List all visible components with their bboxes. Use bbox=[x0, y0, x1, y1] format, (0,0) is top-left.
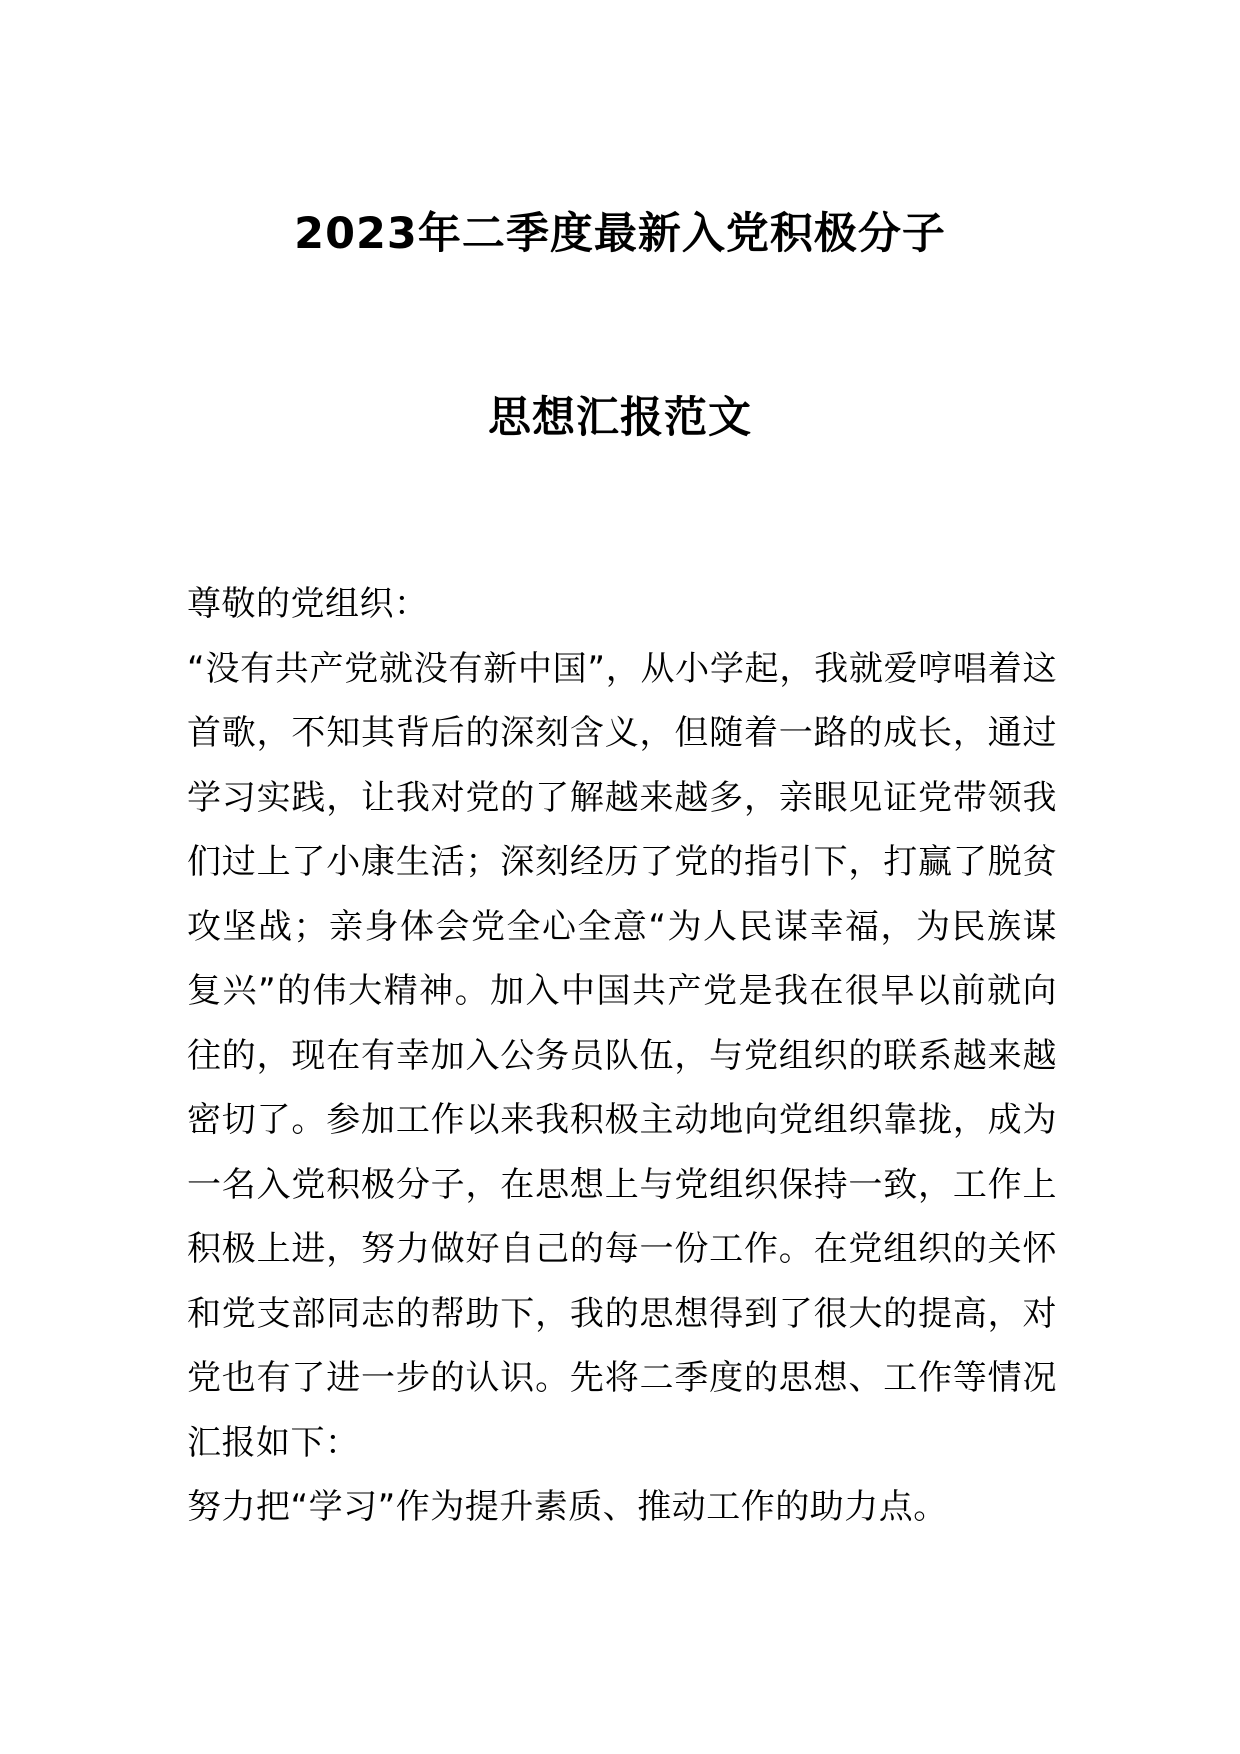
body-paragraph-1: “没有共产党就没有新中国”，从小学起，我就爱哼唱着这首歌，不知其背后的深刻含义，但随着一路的成长，通过学习实践，让我对党的了解越来越多，亲眼见证党带领我们过上了小康生活；深刻经历了党的指引下，打赢了脱贫攻坚战；亲身体会党全心全意“为人民谋幸福，为民族谋复兴”的伟大精神。加入中国共产党是我在很早以前就向往的，现在有幸加入公务员队伍，与党组织的联系越来越密切了。参加工作以来我积极主动地向党组织靠拢，成为一名入党积极分子，在思想上与党组织保持一致，工作上积极上进，努力做好自己的每一份工作。在党组织的关怀和党支部同志的帮助下，我的思想得到了很大的提高，对党也有了进一步的认识。先将二季度的思想、工作等情况汇报如下： bbox=[187, 648, 1057, 1463]
salutation: 尊敬的党组织： bbox=[187, 584, 429, 624]
document-title-line-2: 思想汇报范文 bbox=[488, 393, 752, 443]
document-title-line-1: 2023年二季度最新入党积极分子 bbox=[294, 209, 946, 259]
body-paragraph-2: 努力把“学习”作为提升素质、推动工作的助力点。 bbox=[187, 1487, 948, 1527]
document-body bbox=[187, 572, 1057, 1540]
